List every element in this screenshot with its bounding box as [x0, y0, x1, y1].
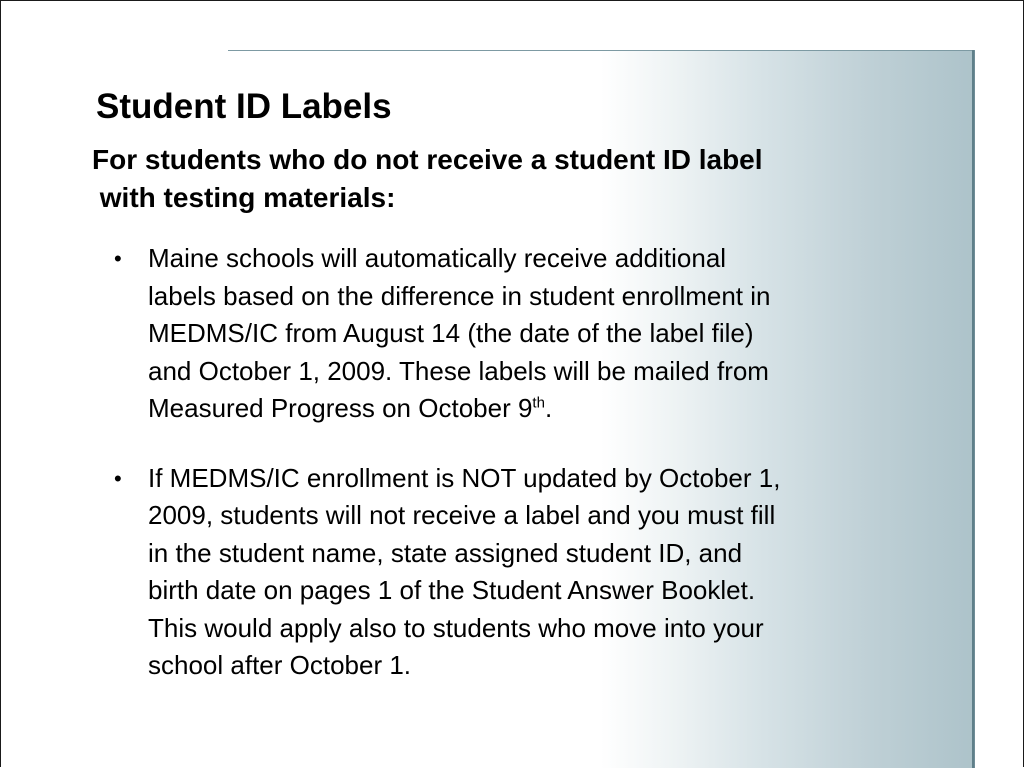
bullet-text	[148, 240, 912, 428]
bullet-line: Maine schools will automatically receive additional	[148, 243, 727, 273]
bullet-line: 2009, students will not receive a label and you must fill	[148, 500, 776, 530]
bullet-line: This would apply also to students who move into your	[148, 612, 764, 643]
panel-edge	[972, 50, 974, 768]
slide-title: Student ID Labels	[96, 87, 392, 126]
bullet-icon: •	[114, 465, 122, 491]
subtitle-line: For students who do not receive a student ID label	[92, 144, 763, 175]
bullet-line-end: .	[544, 393, 553, 423]
bullet-line: birth date on pages 1 of the Student Answer Booklet.	[148, 575, 756, 605]
bullet-line: MEDMS/IC from August 14 (the date of the label file)	[148, 318, 754, 348]
bullet-list	[112, 240, 912, 717]
bullet-line: If MEDMS/IC enrollment is NOT updated by October 1,	[148, 462, 781, 493]
bullet-line-text: Measured Progress on October 9	[148, 393, 533, 423]
bullet-item	[112, 240, 912, 428]
bullet-line: and October 1, 2009. These labels will be mailed from	[148, 355, 769, 386]
bullet-text	[148, 460, 912, 685]
bullet-line: in the student name, state assigned student ID, and	[148, 537, 743, 568]
bullet-line: school after October 1.	[148, 650, 412, 680]
bullet-item	[112, 460, 912, 685]
ordinal-suffix: th	[532, 394, 545, 412]
bullet-line: labels based on the difference in student enrollment in	[148, 280, 771, 311]
subtitle-line: with testing materials:	[92, 182, 396, 213]
bullet-icon: •	[114, 246, 122, 271]
slide-subtitle	[92, 141, 763, 217]
bullet-line	[148, 390, 912, 428]
